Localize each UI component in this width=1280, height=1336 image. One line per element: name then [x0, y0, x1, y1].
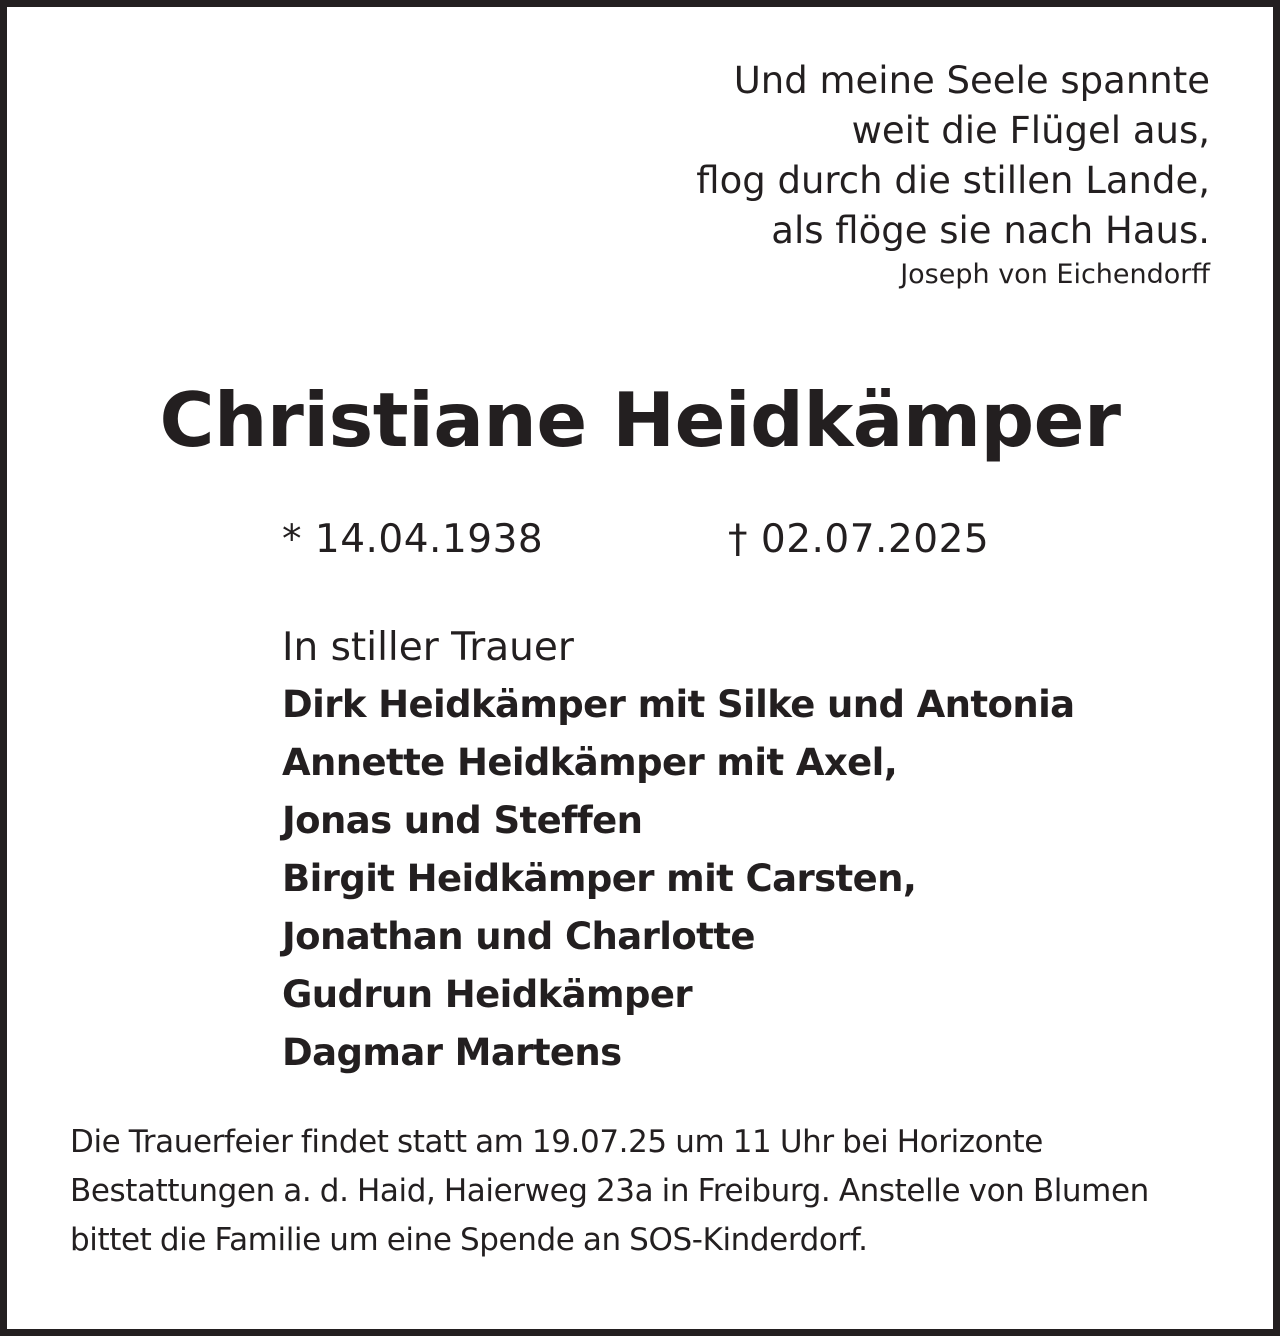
mourner-line: Annette Heidkämper mit Axel,	[282, 741, 898, 784]
mourner-line: Dagmar Martens	[282, 1031, 622, 1074]
poem-author: Joseph von Eichendorff	[900, 259, 1210, 290]
mourner-line: Jonas und Steffen	[282, 799, 643, 842]
mourner-line: Birgit Heidkämper mit Carsten,	[282, 857, 917, 900]
funeral-notice: Die Trauerfeier findet statt am 19.07.25 um 11 Uhr bei Horizonte Bestattungen a. d. Haid, Haierweg 23a in Freiburg. Anstelle von Blumen bittet die Familie um eine Spende an SOS-Kinderdorf.	[70, 1124, 1149, 1258]
poem-line: flog durch die stillen Lande,	[696, 159, 1210, 202]
poem-block	[696, 56, 1210, 294]
mourning-intro: In stiller Trauer	[282, 625, 574, 670]
deceased-name: Christiane Heidkämper	[159, 376, 1121, 464]
death-date: † 02.07.2025	[728, 517, 990, 562]
mourner-line: Gudrun Heidkämper	[282, 973, 692, 1016]
poem-line: als flöge sie nach Haus.	[771, 209, 1210, 252]
mourner-line: Jonathan und Charlotte	[282, 915, 755, 958]
poem-line: Und meine Seele spannte	[733, 59, 1210, 102]
poem-line: weit die Flügel aus,	[851, 109, 1210, 152]
mourners-block	[282, 620, 1075, 1082]
mourner-line: Dirk Heidkämper mit Silke und Antonia	[282, 683, 1075, 726]
birth-date: * 14.04.1938	[282, 517, 544, 562]
